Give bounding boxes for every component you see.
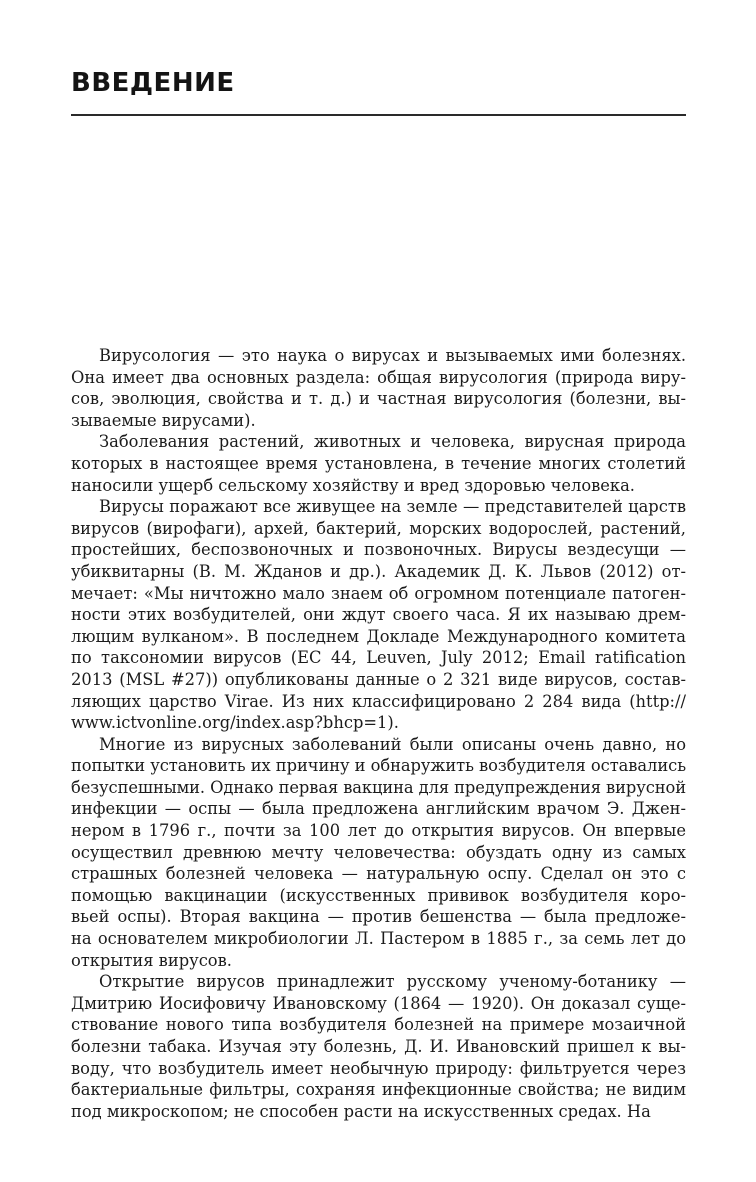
- text-line: Вирусы поражают все живущее на земле — представителей царств: [99, 497, 686, 517]
- heading-rule: [71, 114, 686, 116]
- text-line: ности этих возбудителей, они ждут своего часа. Я их называю дрем-: [71, 605, 686, 625]
- body-text: [71, 345, 686, 1122]
- text-line: которых в настоящее время установлена, в течение многих столетий: [71, 453, 686, 473]
- text-line: простейших, беспозвоночных и позвоночных. Вирусы вездесущи —: [71, 540, 686, 560]
- paragraph: [71, 734, 686, 972]
- paragraph: [71, 431, 686, 496]
- text-line: вирусов (вирофаги), архей, бактерий, морских водорослей, растений,: [71, 518, 686, 538]
- text-line: ствование нового типа возбудителя болезней на примере мозаичной: [71, 1015, 686, 1035]
- text-line: Многие из вирусных заболеваний были описаны очень давно, но: [99, 734, 686, 754]
- text-line: ляющих царство Virae. Из них классифицировано 2 284 вида (http://: [71, 691, 686, 711]
- text-line: Дмитрию Иосифовичу Ивановскому (1864 — 1920). Он доказал суще-: [71, 993, 686, 1013]
- text-line: открытия вирусов.: [71, 950, 232, 970]
- text-line: страшных болезней человека — натуральную оспу. Сделал он это с: [71, 864, 686, 884]
- paragraph: [71, 345, 686, 431]
- text-line: Открытие вирусов принадлежит русскому ученому-ботанику —: [99, 972, 686, 992]
- text-line: воду, что возбудитель имеет необычную природу: фильтруется через: [71, 1058, 686, 1078]
- text-line: Вирусология — это наука о вирусах и вызываемых ими болезнях.: [99, 346, 686, 365]
- text-line: на основателем микробиологии Л. Пастером в 1885 г., за семь лет до: [71, 929, 686, 949]
- text-line: бактериальные фильтры, сохраняя инфекционные свойства; не видим: [71, 1080, 686, 1100]
- text-line: 2013 (MSL #27)) опубликованы данные о 2 321 виде вирусов, состав-: [71, 669, 686, 689]
- text-line: безуспешными. Однако первая вакцина для предупреждения вирусной: [71, 777, 686, 797]
- text-line: www.ictvonline.org/index.asp?bhcp=1).: [71, 713, 399, 733]
- text-line: болезни табака. Изучая эту болезнь, Д. И. Ивановский пришел к вы-: [71, 1037, 686, 1056]
- text-line: осуществил древнюю мечту человечества: обуздать одну из самых: [71, 842, 686, 862]
- text-line: убиквитарны (В. М. Жданов и др.). Академик Д. К. Львов (2012) от-: [71, 561, 686, 581]
- text-line: попытки установить их причину и обнаружить возбудителя оставались: [71, 756, 686, 776]
- text-line: по таксономии вирусов (EC 44, Leuven, July 2012; Email ratification: [71, 648, 686, 668]
- text-line: Она имеет два основных раздела: общая вирусология (природа виру-: [71, 367, 686, 387]
- text-line: инфекции — оспы — была предложена английским врачом Э. Джен-: [71, 799, 686, 819]
- text-line: вьей оспы). Вторая вакцина — против бешенства — была предложе-: [71, 907, 686, 927]
- paragraph: [71, 971, 686, 1122]
- text-line: под микроскопом; не способен расти на искусственных средах. На: [71, 1101, 651, 1121]
- text-line: лющим вулканом». В последнем Докладе Международного комитета: [71, 626, 686, 646]
- text-line: помощью вакцинации (искусственных прививок возбудителя коро-: [71, 885, 686, 905]
- text-line: Заболевания растений, животных и человека, вирусная природа: [99, 432, 686, 452]
- text-line: сов, эволюция, свойства и т. д.) и частная вирусология (болезни, вы-: [71, 389, 686, 409]
- text-line: мечает: «Мы ничтожно мало знаем об огромном потенциале патоген-: [71, 583, 686, 603]
- text-line: зываемые вирусами).: [71, 410, 256, 430]
- chapter-heading: ВВЕДЕНИЕ: [71, 68, 235, 98]
- text-line: наносили ущерб сельскому хозяйству и вред здоровью человека.: [71, 475, 635, 495]
- text-line: нером в 1796 г., почти за 100 лет до открытия вирусов. Он впервые: [71, 821, 686, 841]
- paragraph: [71, 496, 686, 734]
